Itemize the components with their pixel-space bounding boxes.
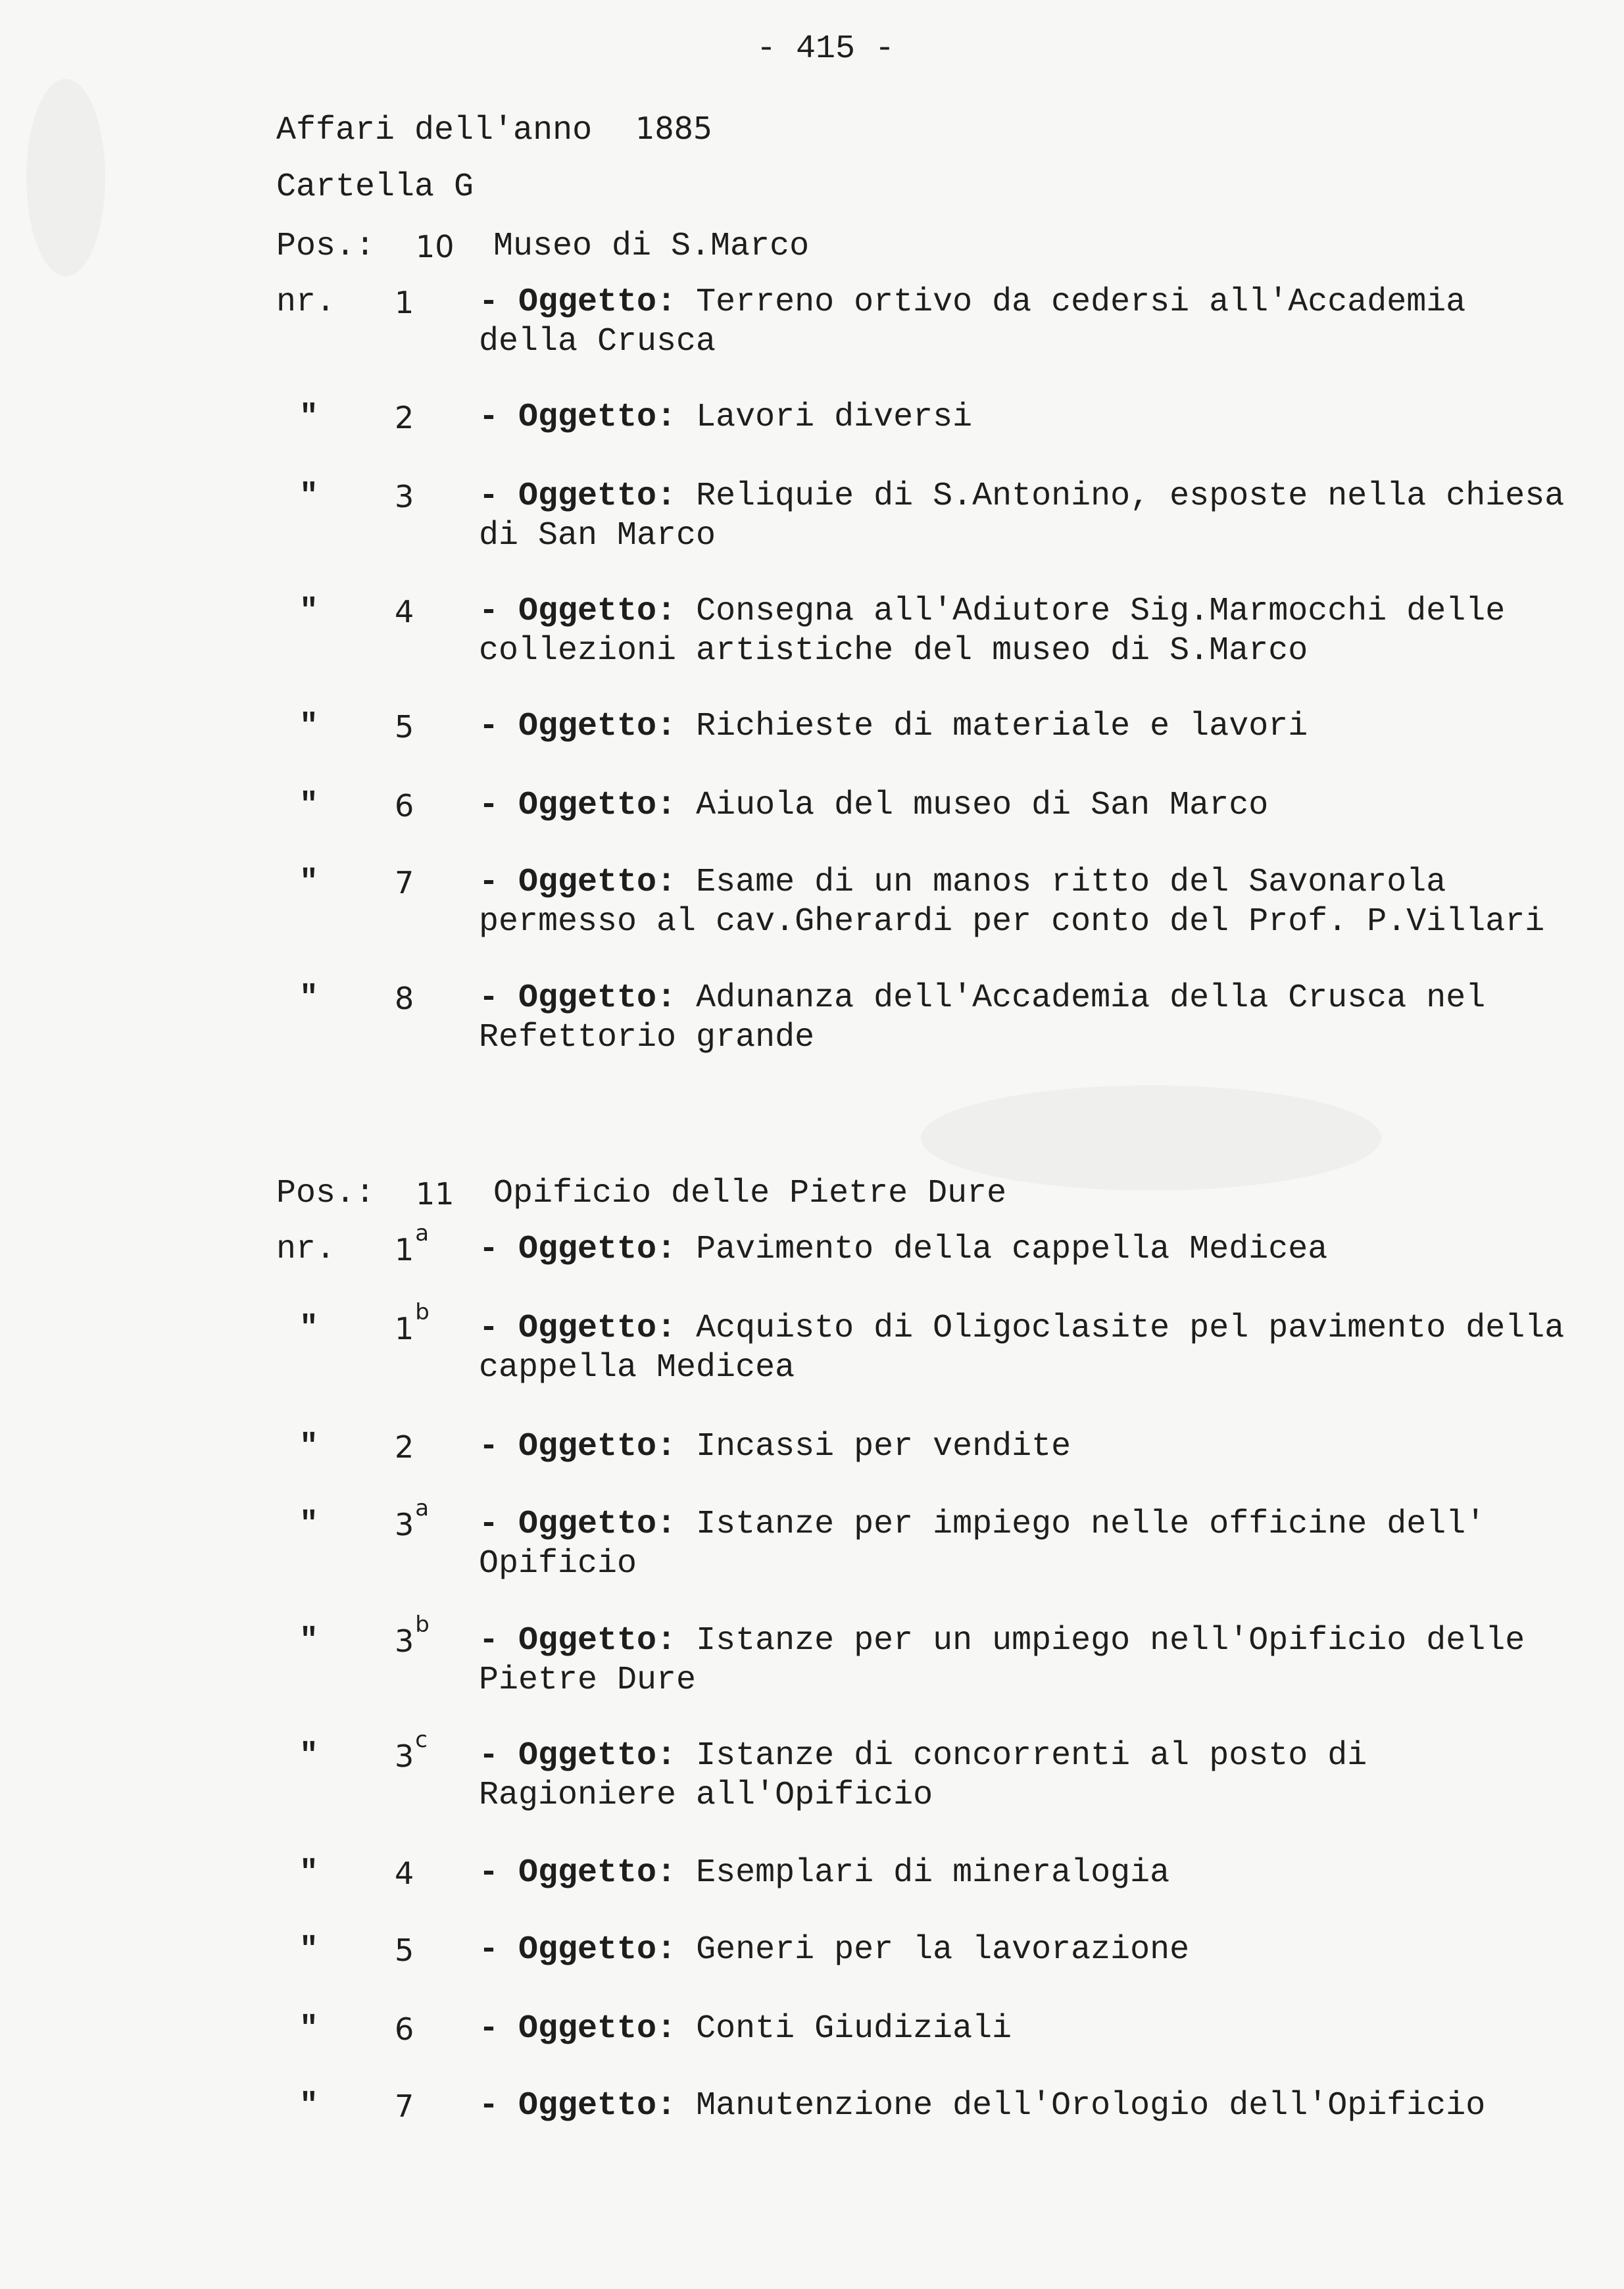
item-number: 7 — [395, 865, 414, 900]
item-number: 6 — [395, 788, 414, 824]
item-subject — [479, 1427, 1571, 1467]
subject-text: Istanze di concorrenti al posto di Ragioniere all'Opificio — [479, 1737, 1367, 1814]
subject-text: Esemplari di mineralogia — [696, 1854, 1170, 1892]
item-subject — [479, 1621, 1571, 1700]
ditto-mark: " — [299, 1623, 318, 1659]
nr-label: nr. — [276, 1231, 336, 1268]
item-suffix: c — [415, 1727, 428, 1753]
ditto-mark: " — [299, 788, 318, 824]
subject-text: Richieste di materiale e lavori — [696, 708, 1308, 745]
subject-label: - Oggetto: — [479, 1506, 697, 1543]
document-title — [276, 109, 712, 151]
subject-label: - Oggetto: — [479, 1231, 697, 1268]
page-number: - 415 - — [756, 30, 895, 68]
ditto-mark: " — [299, 865, 318, 900]
ditto-mark: " — [299, 479, 318, 514]
subject-text: Terreno ortivo da cedersi all'Accademia della Crusca — [479, 283, 1466, 360]
position-number: 10 — [416, 229, 455, 264]
item-subject — [479, 707, 1571, 747]
item-subject — [479, 1230, 1571, 1269]
item-number: 3$^c$ — [395, 1727, 428, 1774]
subject-label: - Oggetto: — [479, 1310, 697, 1347]
nr-label: nr. — [276, 283, 336, 321]
subject-label: - Oggetto: — [479, 787, 697, 824]
ditto-mark: " — [299, 2011, 318, 2047]
subject-text: Consegna all'Adiutore Sig.Marmocchi delle collezioni artistiche del museo di S.Marco — [479, 593, 1506, 670]
item-number: 8 — [395, 981, 414, 1016]
item-number: 3$^a$ — [395, 1495, 430, 1542]
item-subject — [479, 2009, 1571, 2049]
item-number: 3$^b$ — [395, 1612, 430, 1659]
subject-label: - Oggetto: — [479, 283, 697, 321]
item-subject — [479, 1309, 1571, 1388]
subject-label: - Oggetto: — [479, 1428, 697, 1465]
item-number: 5 — [395, 1932, 414, 1968]
ditto-mark: " — [299, 1311, 318, 1346]
subject-text: Lavori diversi — [696, 399, 973, 436]
item-subject — [479, 2086, 1571, 2126]
subject-label: - Oggetto: — [479, 1737, 697, 1775]
subject-label: - Oggetto: — [479, 2087, 697, 2125]
item-number: 3 — [395, 479, 414, 514]
item-subject — [479, 979, 1571, 1058]
subject-label: - Oggetto: — [479, 1854, 697, 1892]
ditto-mark: " — [299, 1738, 318, 1774]
item-subject — [479, 863, 1571, 942]
subject-text: Reliquie di S.Antonino, esposte nella chiesa di San Marco — [479, 478, 1565, 554]
item-subject — [479, 1505, 1571, 1584]
item-number: 4 — [395, 594, 414, 629]
ditto-mark: " — [299, 1932, 318, 1968]
item-number: 6 — [395, 2011, 414, 2047]
title-text: Affari dell'anno — [276, 112, 593, 149]
ditto-mark: " — [299, 2088, 318, 2124]
year: 1885 — [635, 111, 713, 146]
item-number: 5 — [395, 709, 414, 745]
subject-text: Conti Giudiziali — [696, 2010, 1012, 2048]
subject-text: Istanze per un umpiego nell'Opificio delle Pietre Dure — [479, 1622, 1525, 1699]
position-name: Museo di S.Marco — [493, 228, 810, 265]
item-subject — [479, 1931, 1571, 1970]
subject-label: - Oggetto: — [479, 708, 697, 745]
subject-text: Generi per la lavorazione — [696, 1931, 1190, 1969]
item-subject — [479, 283, 1571, 362]
subject-label: - Oggetto: — [479, 1931, 697, 1969]
item-suffix: a — [415, 1220, 430, 1246]
item-suffix: b — [415, 1299, 430, 1325]
subject-label: - Oggetto: — [479, 864, 697, 901]
ditto-mark: " — [299, 1429, 318, 1465]
item-subject — [479, 1854, 1571, 1893]
subject-text: Aiuola del museo di San Marco — [696, 787, 1269, 824]
position-name: Opificio delle Pietre Dure — [493, 1175, 1007, 1212]
subject-text: Pavimento della cappella Medicea — [696, 1231, 1328, 1268]
item-subject — [479, 1736, 1571, 1815]
ditto-mark: " — [299, 1507, 318, 1542]
item-number: 2 — [395, 400, 414, 435]
position-label: Pos.: — [276, 228, 376, 265]
subject-text: Acquisto di Oligoclasite pel pavimento della cappella Medicea — [479, 1310, 1565, 1387]
ditto-mark: " — [299, 981, 318, 1016]
ditto-mark: " — [299, 400, 318, 435]
position-label: Pos.: — [276, 1175, 376, 1212]
item-subject — [479, 477, 1571, 556]
item-suffix: a — [415, 1495, 430, 1521]
subject-text: Manutenzione dell'Orologio dell'Opificio — [696, 2087, 1486, 2125]
item-number: 7 — [395, 2088, 414, 2124]
item-number: 4 — [395, 1856, 414, 1891]
subject-label: - Oggetto: — [479, 593, 697, 630]
item-subject — [479, 398, 1571, 437]
subject-label: - Oggetto: — [479, 979, 697, 1017]
item-number: 1$^b$ — [395, 1299, 430, 1346]
subject-text: Istanze per impiego nelle officine dell' Opificio — [479, 1506, 1486, 1583]
paper-smudge — [26, 79, 105, 276]
ditto-mark: " — [299, 1856, 318, 1891]
subject-label: - Oggetto: — [479, 478, 697, 515]
item-number: 1$^a$ — [395, 1220, 430, 1268]
subject-text: Incassi per vendite — [696, 1428, 1071, 1465]
item-subject — [479, 786, 1571, 825]
item-number: 1 — [395, 285, 414, 320]
subject-label: - Oggetto: — [479, 399, 697, 436]
subject-label: - Oggetto: — [479, 2010, 697, 2048]
item-subject — [479, 592, 1571, 671]
subject-text: Adunanza dell'Accademia della Crusca nel Refettorio grande — [479, 979, 1486, 1056]
folder-label: Cartella G — [276, 168, 474, 206]
subject-label: - Oggetto: — [479, 1622, 697, 1660]
position-number: 11 — [416, 1176, 455, 1212]
ditto-mark: " — [299, 709, 318, 745]
item-suffix: b — [415, 1612, 430, 1638]
item-number: 2 — [395, 1429, 414, 1465]
ditto-mark: " — [299, 594, 318, 629]
subject-text: Esame di un manos ritto del Savonarola permesso al cav.Gherardi per conto del Prof. P.Villari — [479, 864, 1545, 941]
